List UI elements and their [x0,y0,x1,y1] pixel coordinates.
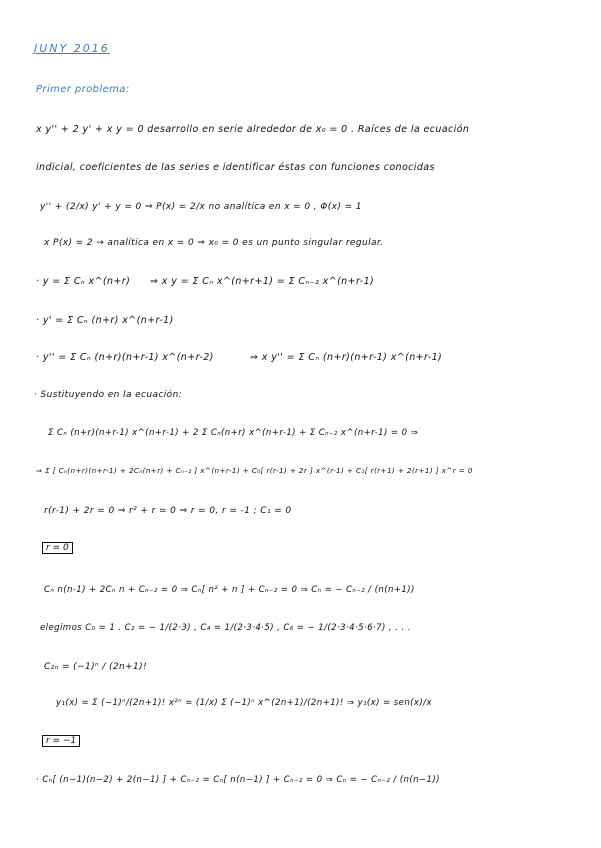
series-y: · y = Σ Cₙ x^(n+r) [36,276,131,287]
case-r-equals-minus-1-box: r = −1 [42,735,80,747]
recurrence-r0: Cₙ n(n-1) + 2Cₙ n + Cₙ₋₂ = 0 ⇒ Cₙ[ n² + n ] + Cₙ₋₂ = 0 ⇒ Cₙ = − Cₙ₋₂ / (n(n+1)) [44,585,415,595]
coefficients-r0: elegimos C₀ = 1 . C₂ = − 1/(2·3) , C₄ = 1/(2·3·4·5) , C₆ = − 1/(2·3·4·5·6·7) , . . . [40,623,411,633]
solution-y1: y₁(x) = Σ (−1)ⁿ/(2n+1)! x²ⁿ = (1/x) Σ (−1)ⁿ x^(2n+1)/(2n+1)! ⇒ y₁(x) = sen(x)/x [56,698,432,708]
substitution-heading: · Sustituyendo en la ecuación: [34,390,183,400]
singular-point-line: x P(x) = 2 → analítica en x = 0 ⇒ x₀ = 0 es un punto singular regular. [44,238,384,248]
problem-heading: Primer problema: [36,84,130,95]
statement-line-2: indicial, coeficientes de las series e identificar éstas con funciones conocidas [36,162,435,173]
series-xy: ⇒ x y = Σ Cₙ x^(n+r+1) = Σ Cₙ₋₂ x^(n+r-1) [150,276,375,287]
statement-line-1: x y'' + 2 y' + x y = 0 desarrollo en serie alrededor de x₀ = 0 . Raíces de la ecuación [36,124,470,135]
combined-series-equation: ⇒ Σ [ Cₙ(n+r)(n+r-1) + 2Cₙ(n+r) + Cₙ₋₂ ] x^(n+r-1) + C₀[ r(r-1) + 2r ] x^(r-1) + C₁[ r(r+1) + 2(r+1) ] x^r = 0 [36,466,473,475]
substituted-equation: Σ Cₙ (n+r)(n+r-1) x^(n+r-1) + 2 Σ Cₙ(n+r) x^(n+r-1) + Σ Cₙ₋₂ x^(n+r-1) = 0 ⇒ [48,428,419,438]
series-x-y-double-prime: ⇒ x y'' = Σ Cₙ (n+r)(n+r-1) x^(n+r-1) [250,352,443,363]
case-r-equals-0-box: r = 0 [42,542,73,554]
indicial-equation: r(r-1) + 2r = 0 ⇒ r² + r = 0 ⇒ r = 0, r = -1 ; C₁ = 0 [44,506,292,516]
page-title: JUNY 2016 [34,42,110,55]
equation-normal-form: y'' + (2/x) y' + y = 0 ⇒ P(x) = 2/x no analítica en x = 0 , Φ(x) = 1 [40,202,362,212]
series-y-double-prime: · y'' = Σ Cₙ (n+r)(n+r-1) x^(n+r-2) [36,352,214,363]
series-y-prime: · y' = Σ Cₙ (n+r) x^(n+r-1) [36,315,174,326]
recurrence-r-minus-1: · Cₙ[ (n−1)(n−2) + 2(n−1) ] + Cₙ₋₂ = Cₙ[ n(n−1) ] + Cₙ₋₂ = 0 ⇒ Cₙ = − Cₙ₋₂ / (n(n−1)) [36,775,440,785]
general-coefficient: C₂ₙ = (−1)ⁿ / (2n+1)! [44,662,148,672]
